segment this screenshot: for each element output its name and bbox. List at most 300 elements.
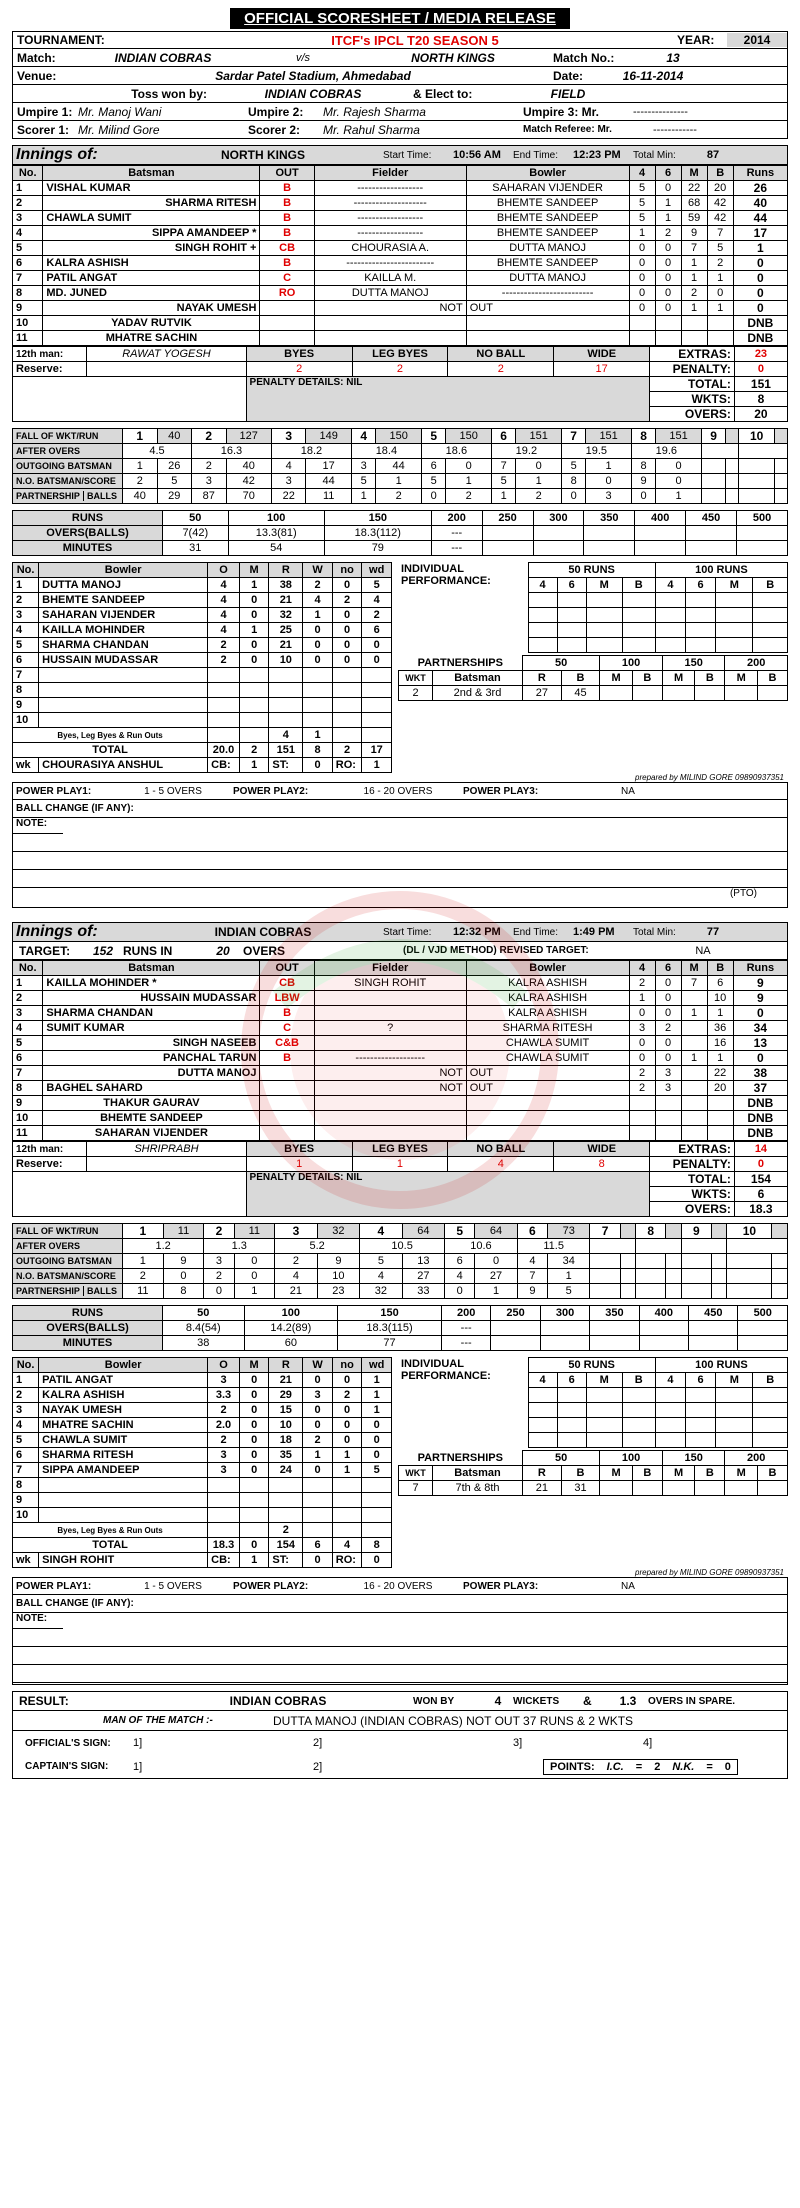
bowl-no: 5 [13, 1433, 39, 1448]
bat-dismissal: B [260, 256, 314, 271]
fall-of-wickets-table [12, 428, 788, 504]
bat-minutes [681, 316, 707, 331]
pp2-value: 16 - 20 OVERS [363, 785, 433, 797]
bowl-r: 25 [269, 623, 303, 638]
outgoing-row [13, 1254, 788, 1269]
overs-spare-value: 1.3 [619, 1694, 637, 1708]
milestone-overs: 18.3(112) [324, 526, 431, 541]
batting-row [13, 1021, 788, 1036]
outgoing-no: 2 [275, 1254, 317, 1269]
total-min-label: Total Min: [633, 149, 676, 161]
bat-no: 8 [13, 286, 43, 301]
bowl-r [269, 713, 303, 728]
bat-6s: 0 [655, 271, 681, 286]
partnerships-label: PARTNERSHIPS [417, 1451, 503, 1464]
p-bats: 2nd & 3rd [433, 686, 523, 701]
bat-fielder: DUTTA MANOJ [314, 286, 466, 301]
bowling-row [13, 1403, 392, 1418]
r100-6: 6 [685, 1373, 715, 1388]
bat-fielder: ? [314, 1021, 466, 1036]
fow-run: 151 [656, 429, 701, 444]
bowl-o: 2 [208, 638, 240, 653]
bat-name: SUMIT KUMAR [43, 1021, 260, 1036]
bat-6s: 2 [655, 1021, 681, 1036]
bat-6s: 3 [655, 1066, 681, 1081]
after-overs-label: AFTER OVERS [13, 444, 123, 459]
bowl-nb: 0 [332, 623, 362, 638]
bat-name: MD. JUNED [43, 286, 260, 301]
bowling-row [13, 593, 392, 608]
ic-points: 2 [654, 1760, 661, 1773]
not-out-batsman-no: 2 [123, 474, 158, 489]
fall-of-wickets-table [12, 1223, 788, 1299]
runs-in-label: RUNS IN [123, 943, 173, 958]
bowl-r: 21 [269, 638, 303, 653]
bat-dismissal: CB [260, 241, 314, 256]
r100-b: B [753, 1373, 788, 1388]
bat-fielder [314, 1036, 466, 1051]
points-box [543, 1759, 738, 1775]
bowl-r: 35 [269, 1448, 303, 1463]
byes-o [208, 728, 240, 743]
p-wkt: 2 [399, 686, 433, 701]
milestone-runs: 50 [163, 511, 229, 526]
bat-no: 4 [13, 226, 43, 241]
bowl-total-row [13, 743, 392, 758]
not-out-batsman-row [13, 474, 788, 489]
ball-change-row [12, 1595, 788, 1613]
milestone-minutes [482, 541, 533, 556]
bat-no: 5 [13, 241, 43, 256]
bowl-w: 2 [303, 578, 333, 593]
bat-6s: 0 [655, 301, 681, 316]
bat-dismissal [260, 1111, 314, 1126]
milestone-runs: 150 [324, 511, 431, 526]
bowl-name: PATIL ANGAT [39, 1373, 208, 1388]
bowl-tot-nb: 4 [332, 1538, 362, 1553]
batting-row [13, 1126, 788, 1141]
fow-run [711, 1224, 726, 1239]
r100-label: 100 RUNS [655, 1358, 787, 1373]
bat-fielder: ------------------------ [314, 256, 466, 271]
fow-run: 64 [475, 1224, 517, 1239]
bowl-tot-m: 0 [239, 1538, 269, 1553]
after-overs-value: 19.6 [631, 444, 701, 459]
bcol-r: R [269, 563, 303, 578]
bowl-m: 0 [239, 1388, 269, 1403]
bowling-row [13, 1433, 392, 1448]
bowl-r: 10 [269, 1418, 303, 1433]
not-out-batsman-no: 4 [445, 1269, 475, 1284]
p150-m: M [662, 671, 694, 686]
fow-wkt: 4 [360, 1224, 402, 1239]
bat-no: 9 [13, 301, 43, 316]
bat-6s: 0 [655, 1006, 681, 1021]
bowl-r: 24 [269, 1463, 303, 1478]
noball-value: 2 [448, 362, 554, 377]
not-out-batsman-no: 5 [351, 474, 376, 489]
bowl-o [208, 1478, 240, 1493]
bowl-wd [362, 713, 392, 728]
after-overs-value: 10.6 [445, 1239, 518, 1254]
partnerships-table [398, 655, 788, 701]
end-label: End Time: [513, 149, 559, 161]
powerplay-row [12, 1577, 788, 1595]
official-sign-4: 4] [643, 1737, 653, 1749]
milestone-runs: 500 [738, 1306, 788, 1321]
bowl-tot-w: 8 [303, 743, 333, 758]
milestone-runs: 300 [533, 511, 584, 526]
start-label: Start Time: [383, 926, 432, 938]
bowl-w [303, 713, 333, 728]
milestone-runs: 350 [590, 1306, 639, 1321]
outgoing-score: 26 [157, 459, 192, 474]
p-bats-label: Batsman [433, 1466, 523, 1481]
partnership-balls: 5 [548, 1284, 590, 1299]
indiv-label: INDIVIDUAL PERFORMANCE: [401, 562, 491, 587]
bowl-nb [332, 668, 362, 683]
partnership-runs: 0 [421, 489, 446, 504]
fow-wkt: 5 [445, 1224, 475, 1239]
bcol-no: No. [13, 563, 39, 578]
bowl-name [39, 713, 208, 728]
not-out-batsman-score [666, 1269, 681, 1284]
bowl-o: 2.0 [208, 1418, 240, 1433]
bowl-r [269, 1478, 303, 1493]
outgoing-no: 3 [204, 1254, 234, 1269]
p-wkt-label: WKT [399, 1466, 433, 1481]
bat-runs: DNB [733, 331, 787, 346]
bowl-o: 4 [208, 593, 240, 608]
bat-balls: 36 [707, 1021, 733, 1036]
umpire-row [12, 103, 788, 121]
bowl-name: SAHARAN VIJENDER [39, 608, 208, 623]
page-title: OFFICIAL SCORESHEET / MEDIA RELEASE [230, 8, 570, 29]
not-out-batsman-score: 0 [656, 474, 701, 489]
bat-balls: 1 [707, 1006, 733, 1021]
partnership-runs: 11 [123, 1284, 164, 1299]
partnership-runs: 1 [351, 489, 376, 504]
legbyes-label: LEG BYES [352, 347, 448, 362]
milestone-runs: 400 [635, 511, 686, 526]
bowl-w: 0 [303, 1463, 333, 1478]
bat-fielder [314, 991, 466, 1006]
overs-label: OVERS: [649, 407, 734, 422]
col-b: B [707, 166, 733, 181]
milestone-minutes [737, 541, 788, 556]
bowl-wd [362, 1508, 392, 1523]
bcol-m: M [239, 1358, 269, 1373]
extras-value: 23 [734, 347, 787, 362]
milestone-runs: 250 [491, 1306, 540, 1321]
bat-balls: 1 [707, 271, 733, 286]
col-out: OUT [260, 166, 314, 181]
bat-dismissal: C&B [260, 1036, 314, 1051]
bat-runs: 0 [733, 301, 787, 316]
bat-no: 11 [13, 1126, 43, 1141]
result-winner: INDIAN COBRAS [229, 1694, 327, 1708]
captain-sign-2: 2] [313, 1760, 323, 1773]
bowl-wd: 4 [362, 593, 392, 608]
p100-b: B [632, 671, 662, 686]
year-value: 2014 [727, 33, 787, 47]
bowl-nb [332, 1508, 362, 1523]
bat-runs: DNB [733, 316, 787, 331]
outgoing-no: 1 [123, 1254, 164, 1269]
bat-runs: DNB [733, 1126, 787, 1141]
col-runs: Runs [733, 166, 787, 181]
bcol-nb: no [332, 1358, 362, 1373]
target-value: 152 [92, 943, 114, 958]
p-wkt-label: WKT [399, 671, 433, 686]
bat-no: 2 [13, 991, 43, 1006]
outgoing-no [701, 459, 726, 474]
batting-table [12, 960, 788, 1141]
milestone-overs: 18.3(115) [338, 1321, 442, 1336]
team1-name: INDIAN COBRAS [114, 50, 212, 65]
bat-6s [655, 316, 681, 331]
bat-4s [629, 316, 655, 331]
fow-run: 32 [317, 1224, 359, 1239]
partnership-balls: 1 [656, 489, 701, 504]
bat-fielder [314, 1111, 466, 1126]
bowl-no: 8 [13, 683, 39, 698]
bowling-row [13, 1463, 392, 1478]
bat-no: 10 [13, 1111, 43, 1126]
wk-label: wk [13, 1553, 39, 1568]
partnership-balls: 33 [402, 1284, 444, 1299]
p50-r: R [523, 671, 562, 686]
bat-balls: 6 [707, 976, 733, 991]
bat-runs: 13 [733, 1036, 787, 1051]
p100-m: M [600, 1466, 632, 1481]
r50-b: B [622, 578, 655, 593]
byes-nb [332, 1523, 362, 1538]
runs-label: RUNS [13, 511, 163, 526]
partnership-balls [620, 1284, 635, 1299]
milestone-overs [635, 526, 686, 541]
bowl-r: 15 [269, 1403, 303, 1418]
outgoing-no [727, 1254, 772, 1269]
bat-no: 7 [13, 1066, 43, 1081]
reserve-label: Reserve: [13, 362, 87, 377]
partnership-balls: 11 [306, 489, 351, 504]
bat-runs: 34 [733, 1021, 787, 1036]
bat-dismissal: B [260, 1051, 314, 1066]
officials-sign-row [12, 1731, 788, 1755]
bowl-m: 0 [239, 653, 269, 668]
noball-value: 4 [448, 1157, 554, 1172]
bat-fielder [314, 1126, 466, 1141]
bowl-name [39, 698, 208, 713]
bat-fielder: CHOURASIA A. [314, 241, 466, 256]
bat-balls: 7 [707, 226, 733, 241]
milestone-minutes: --- [441, 1336, 490, 1351]
innings-1 [12, 145, 788, 908]
bat-no: 9 [13, 1096, 43, 1111]
nk-label: N.K. [672, 1760, 695, 1773]
target-overs: 20 [216, 943, 230, 958]
after-overs-row [13, 444, 788, 459]
partnership-runs [738, 489, 774, 504]
bowl-nb: 2 [332, 593, 362, 608]
ball-change-label: BALL CHANGE (IF ANY): [16, 1598, 134, 1609]
p150-label: 150 [662, 1451, 725, 1466]
bat-6s: 2 [655, 226, 681, 241]
fow-wkt: 3 [271, 429, 306, 444]
batting-row [13, 241, 788, 256]
bowl-nb: 0 [332, 1403, 362, 1418]
milestone-minutes [639, 1336, 688, 1351]
milestone-runs: 200 [441, 1306, 490, 1321]
note-label: NOTE: [13, 1613, 63, 1629]
not-out-batsman-score: 0 [163, 1269, 204, 1284]
bowl-nb: 0 [332, 578, 362, 593]
bcol-w: W [303, 563, 333, 578]
bowl-w: 1 [303, 1448, 333, 1463]
wickets-label: WICKETS [513, 1695, 560, 1707]
captain-sign-1: 1] [133, 1760, 143, 1773]
target-row [12, 942, 788, 960]
bowl-nb: 0 [332, 653, 362, 668]
note-label: NOTE: [13, 818, 63, 834]
bowl-wd: 1 [362, 1373, 392, 1388]
milestone-runs: 450 [686, 511, 737, 526]
end-time: 12:23 PM [573, 149, 621, 161]
note-area [12, 818, 788, 908]
bat-name: DUTTA MANOJ [43, 1066, 260, 1081]
innings-team: NORTH KINGS [221, 148, 305, 162]
milestone-minutes [689, 1336, 738, 1351]
after-overs-value: 1.2 [123, 1239, 204, 1254]
bat-no: 2 [13, 196, 43, 211]
bat-runs: 9 [733, 976, 787, 991]
bowl-nb: 0 [332, 1373, 362, 1388]
bowl-no: 8 [13, 1478, 39, 1493]
bat-4s: 0 [629, 1006, 655, 1021]
outgoing-score: 1 [586, 459, 631, 474]
milestone-minutes: --- [431, 541, 482, 556]
eq-2: = [706, 1760, 713, 1773]
year-label: YEAR: [677, 33, 715, 47]
bowl-m: 0 [239, 1448, 269, 1463]
milestone-runs: 50 [163, 1306, 245, 1321]
prepared-by: prepared by MILIND GORE 09890937351 [635, 1568, 784, 1577]
not-out-batsman-score [726, 474, 739, 489]
pp3-value: NA [621, 1580, 635, 1592]
nk-points: 0 [724, 1760, 731, 1773]
bat-minutes: 1 [681, 301, 707, 316]
bowl-wd: 0 [362, 653, 392, 668]
bowl-r: 21 [269, 1373, 303, 1388]
bat-bowler: DUTTA MANOJ [466, 241, 629, 256]
milestones-table [12, 510, 788, 556]
p200-m: M [725, 671, 757, 686]
wk-name: SINGH ROHIT [39, 1553, 208, 1568]
scorer1-label: Scorer 1: [17, 122, 70, 137]
bat-4s: 2 [629, 1081, 655, 1096]
bat-dismissal: LBW [260, 991, 314, 1006]
bowling-row [13, 608, 392, 623]
partnerships-label: PARTNERSHIPS [417, 656, 503, 669]
outgoing-no: 5 [360, 1254, 402, 1269]
bat-balls: 20 [707, 1081, 733, 1096]
bowl-m: 0 [239, 1433, 269, 1448]
bat-balls [707, 1096, 733, 1111]
bowl-w: 0 [303, 638, 333, 653]
bat-fielder [314, 316, 466, 331]
bowl-name [39, 1478, 208, 1493]
cb-value: 1 [239, 758, 269, 773]
bowl-no: 6 [13, 653, 39, 668]
bat-name: PATIL ANGAT [43, 271, 260, 286]
prepared-by: prepared by MILIND GORE 09890937351 [635, 773, 784, 782]
tournament-row [12, 31, 788, 49]
bat-no: 5 [13, 1036, 43, 1051]
milestone-runs: 250 [482, 511, 533, 526]
milestone-minutes [491, 1336, 540, 1351]
byes-row [13, 1523, 392, 1538]
bowl-w: 0 [303, 1403, 333, 1418]
venue-row [12, 67, 788, 85]
bat-dismissal: C [260, 1021, 314, 1036]
bat-minutes [681, 1111, 707, 1126]
bat-minutes: 1 [681, 1006, 707, 1021]
bowl-m: 1 [239, 578, 269, 593]
bat-balls: 5 [707, 241, 733, 256]
outgoing-score [775, 459, 788, 474]
overs-balls-label: OVERS(BALLS) [13, 1321, 163, 1336]
fow-run [775, 429, 788, 444]
official-sign-1: 1] [133, 1737, 143, 1749]
noball-label: NO BALL [448, 1142, 554, 1157]
bowl-tot-w: 6 [303, 1538, 333, 1553]
outgoing-score [726, 459, 739, 474]
bowl-o [208, 683, 240, 698]
bat-runs: 9 [733, 991, 787, 1006]
bat-runs: 0 [733, 1051, 787, 1066]
bat-4s: 0 [629, 1051, 655, 1066]
points-label: POINTS: [550, 1760, 595, 1773]
milestones-minutes [13, 1336, 788, 1351]
mom-value: DUTTA MANOJ (INDIAN COBRAS) NOT OUT 37 RUNS & 2 WKTS [273, 1713, 634, 1728]
byes-label: BYES [246, 1142, 352, 1157]
innings-header [12, 922, 788, 942]
match-label: Match: [17, 50, 56, 65]
bat-balls: 22 [707, 1066, 733, 1081]
indiv-label: INDIVIDUAL PERFORMANCE: [401, 1357, 491, 1382]
bat-fielder: ------------------- [314, 1051, 466, 1066]
p-bats: 7th & 8th [433, 1481, 523, 1496]
twelfth-label: 12th man: [13, 1142, 87, 1157]
r100-m: M [716, 578, 753, 593]
not-out-batsman-score: 1 [516, 474, 561, 489]
partnership-balls: 29 [157, 489, 192, 504]
partnership-balls: 70 [226, 489, 271, 504]
mom-row [12, 1711, 788, 1731]
tournament-label: TOURNAMENT: [17, 33, 105, 47]
bat-dismissal [260, 1096, 314, 1111]
bat-4s: 0 [629, 256, 655, 271]
bat-4s [629, 1111, 655, 1126]
bowl-m: 0 [239, 1418, 269, 1433]
bat-fielder: NOT [314, 1066, 466, 1081]
bat-no: 7 [13, 271, 43, 286]
p200-m: M [725, 1466, 757, 1481]
bowl-name: HUSSAIN MUDASSAR [39, 653, 208, 668]
bowl-wd: 1 [362, 1388, 392, 1403]
bowl-r: 29 [269, 1388, 303, 1403]
